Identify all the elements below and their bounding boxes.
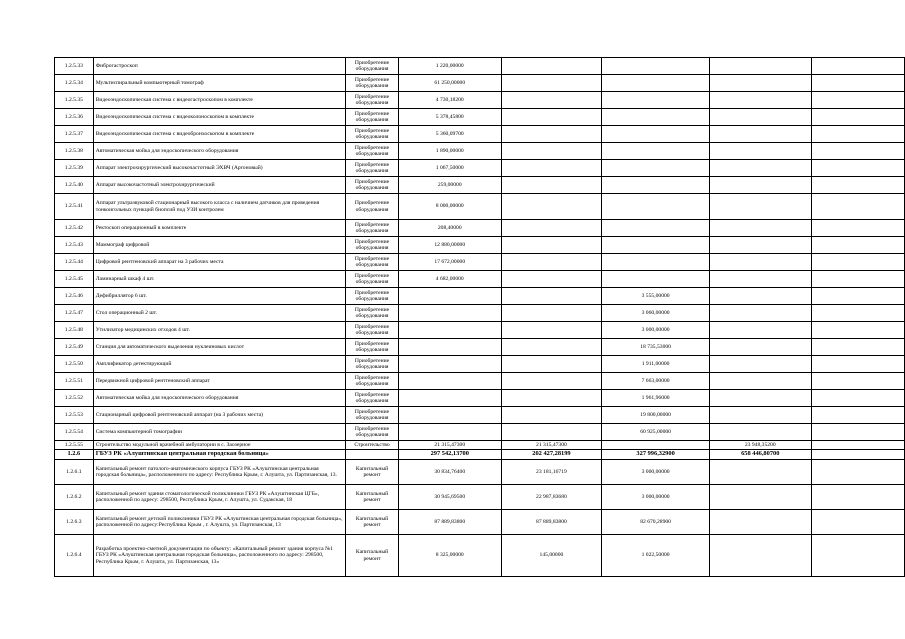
table-row — [55, 220, 905, 237]
table-row — [55, 143, 905, 160]
row-name-cell: Стол операционный 2 шт. — [93, 305, 345, 322]
value-2-cell: 202 427,28199 — [501, 450, 602, 460]
value-1-cell: 4 730,18200 — [398, 92, 501, 109]
value-2-cell — [501, 424, 602, 441]
value-2-cell: 87 889,83800 — [501, 510, 602, 535]
empty-cell — [811, 407, 904, 424]
value-1-cell: 87 889,83800 — [398, 510, 501, 535]
row-name-cell: Аппарат высокочастотный электрохирургический — [93, 177, 345, 194]
value-2-cell — [501, 288, 602, 305]
row-type-cell: Капитальный ремонт — [346, 535, 399, 577]
value-4-cell — [709, 220, 811, 237]
table-row — [55, 460, 905, 485]
table-body — [55, 58, 905, 577]
empty-cell — [811, 58, 904, 75]
value-2-cell — [501, 305, 602, 322]
empty-cell — [811, 143, 904, 160]
value-2-cell — [501, 58, 602, 75]
value-4-cell — [709, 194, 811, 220]
value-1-cell — [398, 390, 501, 407]
table-row — [55, 510, 905, 535]
row-name-cell: Разработка проектно-сметной документации по объекту: «Капитальный ремонт здания корпуса №1 ГБУЗ РК «Алуштинская центральная городская больница», расположенного по адресу: 298500, Республика Крым, г. Алушта, ул. Партизанская, 13» — [93, 535, 345, 577]
value-2-cell — [501, 322, 602, 339]
row-type-cell: Строительство — [346, 441, 399, 450]
row-name-cell: Видеоэндоскопическая система с видеогастроскопом в комплекте — [93, 92, 345, 109]
table-row — [55, 254, 905, 271]
value-3-cell: 1 961,96000 — [602, 390, 710, 407]
row-name-cell: Видеоэндоскопическая система с видеобронхоскопом в комплекте — [93, 126, 345, 143]
row-number-cell: 1.2.6.1 — [55, 460, 94, 485]
value-4-cell — [709, 288, 811, 305]
value-4-cell — [709, 160, 811, 177]
value-2-cell: 145,00000 — [501, 535, 602, 577]
value-1-cell: 8 325,00000 — [398, 535, 501, 577]
value-2-cell — [501, 373, 602, 390]
value-3-cell — [602, 254, 710, 271]
row-number-cell: 1.2.5.54 — [55, 424, 94, 441]
table-row — [55, 373, 905, 390]
row-name-cell: Аппарат электрохирургический высокочастотный ЭХВЧ (Аргоновый) — [93, 160, 345, 177]
value-3-cell: 60 925,00000 — [602, 424, 710, 441]
row-number-cell: 1.2.5.41 — [55, 194, 94, 220]
value-4-cell — [709, 339, 811, 356]
value-3-cell — [602, 143, 710, 160]
value-1-cell: 5 378,45800 — [398, 109, 501, 126]
empty-cell — [811, 160, 904, 177]
value-2-cell — [501, 92, 602, 109]
row-name-cell: Ректоскоп операционный в комплекте — [93, 220, 345, 237]
row-name-cell: Маммограф цифровой — [93, 237, 345, 254]
value-3-cell: 3 000,00000 — [602, 485, 710, 510]
row-type-cell: Приобретение оборудования — [346, 305, 399, 322]
empty-cell — [811, 356, 904, 373]
value-2-cell: 23 181,16719 — [501, 460, 602, 485]
value-4-cell — [709, 356, 811, 373]
value-2-cell — [501, 356, 602, 373]
row-name-cell: Мультиспиральный компьютерный томограф — [93, 75, 345, 92]
value-4-cell — [709, 390, 811, 407]
empty-cell — [811, 535, 904, 577]
value-4-cell — [709, 510, 811, 535]
value-3-cell: 82 670,28900 — [602, 510, 710, 535]
row-name-cell: Капитальный ремонт здания стоматологической поликлиники ГБУЗ РК «Алуштинская ЦГБ», расположенной по адресу: 298500, Республика Крым, г. Алушта, ул. Судакская, 18 — [93, 485, 345, 510]
value-1-cell: 1 890,00000 — [398, 143, 501, 160]
value-3-cell — [602, 237, 710, 254]
row-name-cell: Строительство модульной врачебной амбулатории в с. Заозерное — [93, 441, 345, 450]
row-number-cell: 1.2.5.33 — [55, 58, 94, 75]
row-name-cell: Видеоэндоскопическая система с видеоколоноскопом в комплекте — [93, 109, 345, 126]
value-4-cell — [709, 460, 811, 485]
value-3-cell: 3 060,00000 — [602, 305, 710, 322]
row-type-cell: Приобретение оборудования — [346, 58, 399, 75]
value-4-cell — [709, 535, 811, 577]
value-3-cell: 7 663,00000 — [602, 373, 710, 390]
value-4-cell — [709, 424, 811, 441]
table-row — [55, 271, 905, 288]
value-3-cell: 1 911,00000 — [602, 356, 710, 373]
row-type-cell: Капитальный ремонт — [346, 460, 399, 485]
row-type-cell: Приобретение оборудования — [346, 160, 399, 177]
table-row — [55, 339, 905, 356]
row-name-cell: Амплификатор детектирующий — [93, 356, 345, 373]
row-type-cell: Приобретение оборудования — [346, 109, 399, 126]
value-1-cell: 17 672,00000 — [398, 254, 501, 271]
table-row — [55, 160, 905, 177]
empty-cell — [811, 373, 904, 390]
row-type-cell: Приобретение оборудования — [346, 92, 399, 109]
empty-cell — [811, 510, 904, 535]
empty-cell — [811, 390, 904, 407]
row-number-cell: 1.2.5.55 — [55, 441, 94, 450]
empty-cell — [811, 126, 904, 143]
empty-cell — [811, 75, 904, 92]
row-number-cell: 1.2.5.46 — [55, 288, 94, 305]
value-1-cell: 8 000,00000 — [398, 194, 501, 220]
value-3-cell — [602, 92, 710, 109]
table-row — [55, 407, 905, 424]
value-1-cell — [398, 339, 501, 356]
value-3-cell — [602, 177, 710, 194]
row-number-cell: 1.2.6 — [55, 450, 94, 460]
value-3-cell — [602, 220, 710, 237]
row-name-cell: Автоматическая мойка для эндоскопического оборудования — [93, 390, 345, 407]
empty-cell — [811, 288, 904, 305]
table-row — [55, 390, 905, 407]
row-name-cell: Автоматическая мойка для эндоскопического оборудования — [93, 143, 345, 160]
empty-cell — [811, 237, 904, 254]
row-type-cell: Капитальный ремонт — [346, 510, 399, 535]
value-1-cell: 1 067,50000 — [398, 160, 501, 177]
row-type-cell: Приобретение оборудования — [346, 254, 399, 271]
value-1-cell: 21 315,47300 — [398, 441, 501, 450]
table-row — [55, 305, 905, 322]
row-name-cell: Стационарный цифровой рентгеновский аппарат (на 3 рабочих места) — [93, 407, 345, 424]
value-2-cell — [501, 75, 602, 92]
row-type-cell: Приобретение оборудования — [346, 237, 399, 254]
value-2-cell — [501, 220, 602, 237]
table-row — [55, 322, 905, 339]
row-number-cell: 1.2.5.44 — [55, 254, 94, 271]
value-1-cell — [398, 373, 501, 390]
row-name-cell: Передвижной цифровой рентгеновский аппарат — [93, 373, 345, 390]
row-number-cell: 1.2.5.53 — [55, 407, 94, 424]
table-row — [55, 92, 905, 109]
value-2-cell — [501, 194, 602, 220]
row-number-cell: 1.2.6.3 — [55, 510, 94, 535]
table-row — [55, 356, 905, 373]
empty-cell — [811, 450, 904, 460]
row-number-cell: 1.2.5.43 — [55, 237, 94, 254]
row-number-cell: 1.2.5.40 — [55, 177, 94, 194]
row-number-cell: 1.2.5.47 — [55, 305, 94, 322]
table-row — [55, 485, 905, 510]
table-row — [55, 177, 905, 194]
value-1-cell: 61 250,00000 — [398, 75, 501, 92]
value-3-cell: 19 800,00000 — [602, 407, 710, 424]
empty-cell — [811, 460, 904, 485]
empty-cell — [811, 305, 904, 322]
value-1-cell: 1 220,00000 — [398, 58, 501, 75]
row-number-cell: 1.2.5.52 — [55, 390, 94, 407]
table-row — [55, 424, 905, 441]
value-4-cell — [709, 373, 811, 390]
value-2-cell: 21 315,47300 — [501, 441, 602, 450]
row-name-cell: Система компьютерной томографии — [93, 424, 345, 441]
row-type-cell: Приобретение оборудования — [346, 390, 399, 407]
value-4-cell — [709, 305, 811, 322]
empty-cell — [811, 254, 904, 271]
row-number-cell: 1.2.5.38 — [55, 143, 94, 160]
value-3-cell — [602, 109, 710, 126]
value-3-cell: 3 555,00000 — [602, 288, 710, 305]
value-3-cell — [602, 126, 710, 143]
row-number-cell: 1.2.5.48 — [55, 322, 94, 339]
row-type-cell: Приобретение оборудования — [346, 126, 399, 143]
value-1-cell: 12 880,00000 — [398, 237, 501, 254]
table-row — [55, 75, 905, 92]
budget-table — [54, 57, 905, 577]
row-type-cell: Приобретение оборудования — [346, 75, 399, 92]
value-1-cell: 297 542,13700 — [398, 450, 501, 460]
empty-cell — [811, 339, 904, 356]
value-4-cell — [709, 407, 811, 424]
row-name-cell: Цифровой рентгеновский аппарат на 3 рабочих места — [93, 254, 345, 271]
value-4-cell — [709, 58, 811, 75]
value-2-cell — [501, 271, 602, 288]
value-3-cell: 327 996,32900 — [602, 450, 710, 460]
empty-cell — [811, 441, 904, 450]
row-name-cell: Утилизатор медицинских отходов 4 шт. — [93, 322, 345, 339]
value-1-cell: 5 360,09700 — [398, 126, 501, 143]
row-number-cell: 1.2.6.2 — [55, 485, 94, 510]
value-2-cell — [501, 126, 602, 143]
value-1-cell — [398, 424, 501, 441]
row-number-cell: 1.2.5.50 — [55, 356, 94, 373]
row-type-cell — [346, 450, 399, 460]
empty-cell — [811, 177, 904, 194]
value-2-cell — [501, 407, 602, 424]
row-type-cell: Приобретение оборудования — [346, 177, 399, 194]
table-row — [55, 535, 905, 577]
row-type-cell: Приобретение оборудования — [346, 271, 399, 288]
value-4-cell: 23 948,35200 — [709, 441, 811, 450]
row-number-cell: 1.2.5.49 — [55, 339, 94, 356]
row-number-cell: 1.2.5.42 — [55, 220, 94, 237]
row-type-cell: Капитальный ремонт — [346, 485, 399, 510]
row-number-cell: 1.2.5.36 — [55, 109, 94, 126]
value-2-cell — [501, 143, 602, 160]
value-1-cell: 4 682,00000 — [398, 271, 501, 288]
empty-cell — [811, 271, 904, 288]
row-number-cell: 1.2.5.39 — [55, 160, 94, 177]
value-3-cell: 3 000,00000 — [602, 322, 710, 339]
value-3-cell: 3 000,00000 — [602, 460, 710, 485]
value-1-cell — [398, 322, 501, 339]
value-3-cell: 18 735,53000 — [602, 339, 710, 356]
row-number-cell: 1.2.5.34 — [55, 75, 94, 92]
table-row — [55, 194, 905, 220]
empty-cell — [811, 322, 904, 339]
value-4-cell: 658 446,80700 — [709, 450, 811, 460]
row-name-cell: ГБУЗ РК «Алуштинская центральная городская больница» — [93, 450, 345, 460]
empty-cell — [811, 194, 904, 220]
value-1-cell — [398, 356, 501, 373]
value-4-cell — [709, 109, 811, 126]
row-number-cell: 1.2.5.35 — [55, 92, 94, 109]
value-2-cell — [501, 390, 602, 407]
value-2-cell — [501, 254, 602, 271]
empty-cell — [811, 109, 904, 126]
value-1-cell — [398, 288, 501, 305]
value-3-cell — [602, 160, 710, 177]
table-row — [55, 109, 905, 126]
row-type-cell: Приобретение оборудования — [346, 407, 399, 424]
value-4-cell — [709, 485, 811, 510]
value-3-cell — [602, 271, 710, 288]
table-row — [55, 288, 905, 305]
value-4-cell — [709, 92, 811, 109]
row-name-cell: Фиброгастроскоп — [93, 58, 345, 75]
table-row — [55, 450, 905, 460]
value-1-cell: 30 834,76400 — [398, 460, 501, 485]
row-type-cell: Приобретение оборудования — [346, 194, 399, 220]
table-row — [55, 441, 905, 450]
empty-cell — [811, 92, 904, 109]
value-2-cell — [501, 160, 602, 177]
value-1-cell: 259,00000 — [398, 177, 501, 194]
empty-cell — [811, 220, 904, 237]
row-type-cell: Приобретение оборудования — [346, 339, 399, 356]
table-row — [55, 237, 905, 254]
row-name-cell: Ламинарный шкаф 4 шт. — [93, 271, 345, 288]
value-3-cell — [602, 58, 710, 75]
value-2-cell — [501, 339, 602, 356]
value-3-cell: 1 022,50000 — [602, 535, 710, 577]
row-type-cell: Приобретение оборудования — [346, 220, 399, 237]
row-type-cell: Приобретение оборудования — [346, 322, 399, 339]
row-number-cell: 1.2.5.37 — [55, 126, 94, 143]
value-4-cell — [709, 177, 811, 194]
value-2-cell — [501, 177, 602, 194]
value-4-cell — [709, 143, 811, 160]
value-1-cell — [398, 407, 501, 424]
value-4-cell — [709, 75, 811, 92]
row-type-cell: Приобретение оборудования — [346, 356, 399, 373]
value-2-cell: 22 987,83680 — [501, 485, 602, 510]
value-4-cell — [709, 126, 811, 143]
row-number-cell: 1.2.5.51 — [55, 373, 94, 390]
table-row — [55, 126, 905, 143]
value-4-cell — [709, 271, 811, 288]
value-1-cell — [398, 305, 501, 322]
row-name-cell: Аппарат ультразвуковой стационарный высокого класса с наличием датчиков для проведения тонкоигольных пункций биопсий под УЗИ контролем — [93, 194, 345, 220]
row-type-cell: Приобретение оборудования — [346, 373, 399, 390]
value-4-cell — [709, 322, 811, 339]
value-4-cell — [709, 237, 811, 254]
value-1-cell: 208,40000 — [398, 220, 501, 237]
row-name-cell: Станция для автоматического выделения нуклеиновых кислот — [93, 339, 345, 356]
row-name-cell: Капитальный ремонт патолого-анатомического корпуса ГБУЗ РК «Алуштинская центральная городская больница», расположенного по адресу: Республика Крым, г. Алушта, ул. Партизанская, 13. — [93, 460, 345, 485]
row-type-cell: Приобретение оборудования — [346, 424, 399, 441]
row-number-cell: 1.2.5.45 — [55, 271, 94, 288]
value-1-cell: 30 945,69500 — [398, 485, 501, 510]
row-number-cell: 1.2.6.4 — [55, 535, 94, 577]
row-name-cell: Капитальный ремонт детской поликлиники ГБУЗ РК «Алуштинская центральная городская больница», расположенной по адресу:Республика Крым , г. Алушта, ул. Партизанская, 13 — [93, 510, 345, 535]
value-3-cell — [602, 441, 710, 450]
empty-cell — [811, 424, 904, 441]
value-2-cell — [501, 109, 602, 126]
value-4-cell — [709, 254, 811, 271]
value-3-cell — [602, 194, 710, 220]
table-row — [55, 58, 905, 75]
row-type-cell: Приобретение оборудования — [346, 143, 399, 160]
empty-cell — [811, 485, 904, 510]
value-2-cell — [501, 237, 602, 254]
row-type-cell: Приобретение оборудования — [346, 288, 399, 305]
row-name-cell: Дефибриллятор 6 шт. — [93, 288, 345, 305]
value-3-cell — [602, 75, 710, 92]
